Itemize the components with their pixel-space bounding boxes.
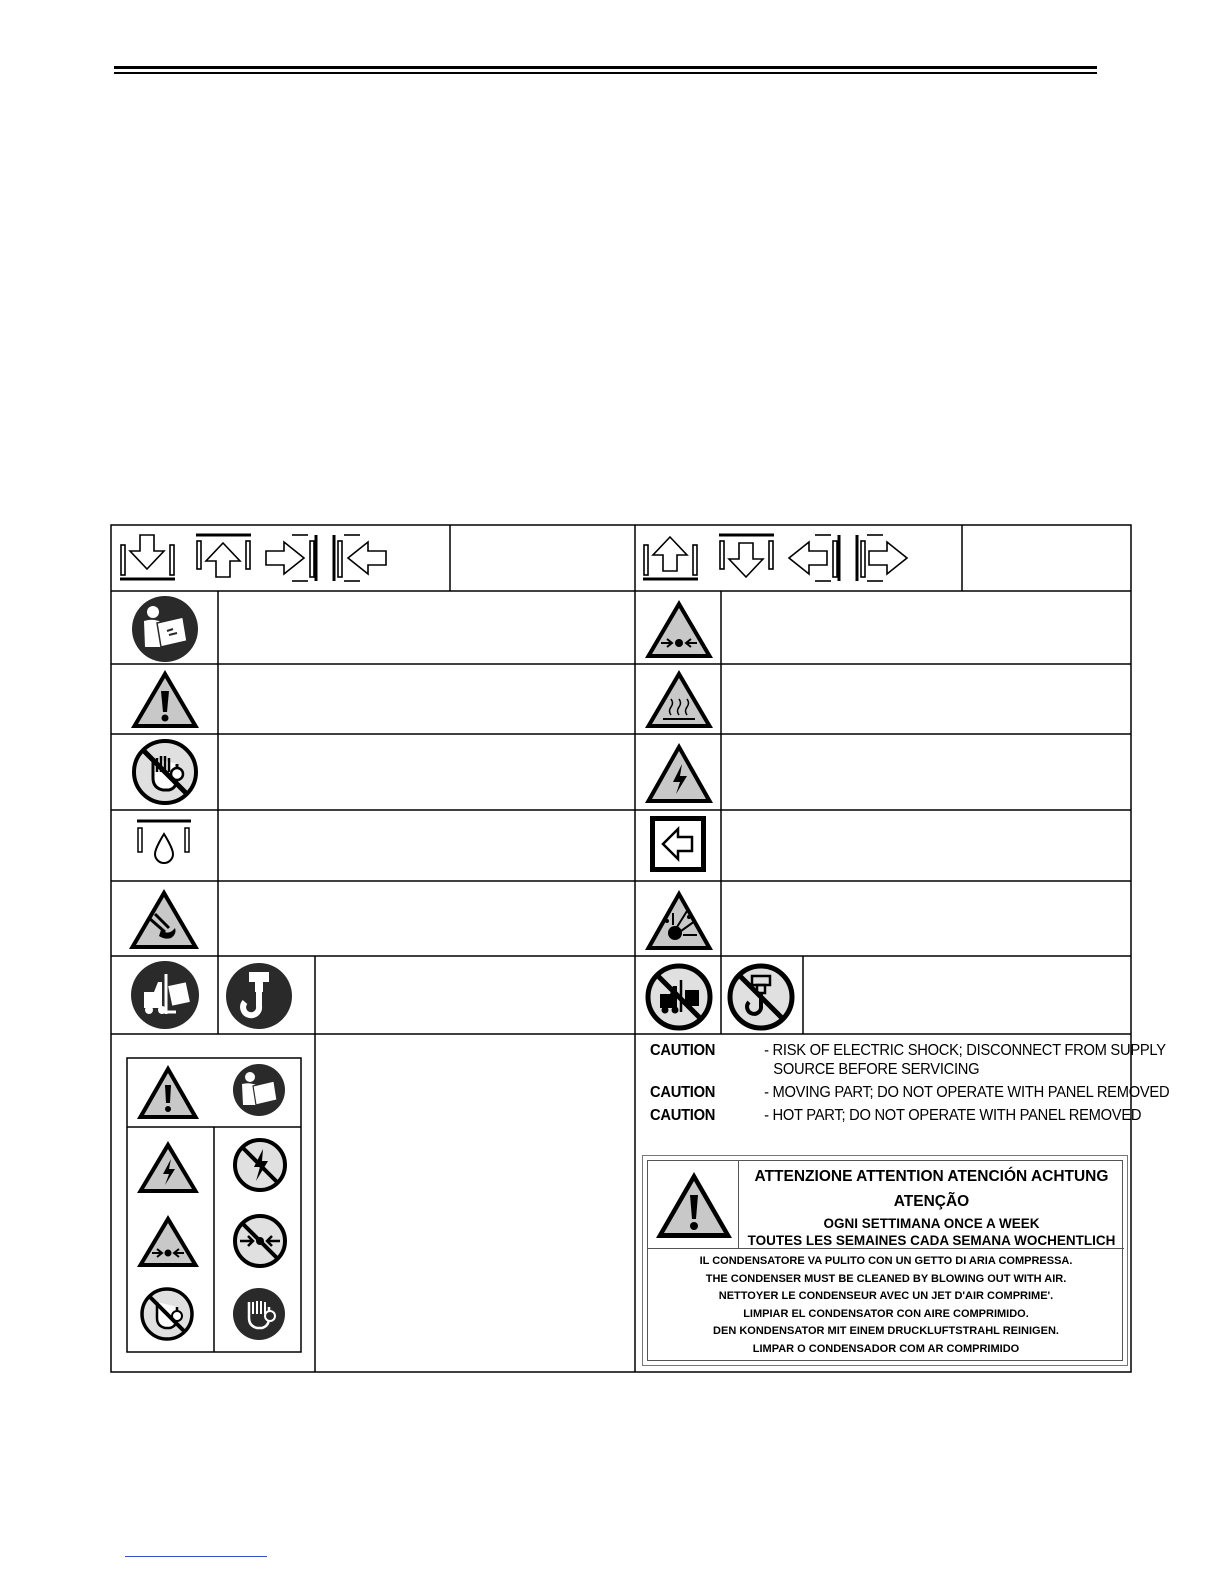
no-electric-icon (235, 1140, 285, 1190)
sign-header-line2: ATENÇÃO (893, 1193, 970, 1210)
read-manual-icon (233, 1064, 285, 1116)
maintenance-hand-icon (233, 1288, 285, 1340)
sign-header (739, 1161, 1124, 1249)
condenser-sign (642, 1155, 1128, 1366)
air-connection-icons (641, 531, 913, 585)
electric-shock-warning-icon (643, 740, 715, 806)
water-inlet-right-icon (266, 535, 316, 581)
water-connection-icons (118, 531, 390, 585)
sign-frequency-line1: OGNI SETTIMANA ONCE A WEEK (823, 1216, 1040, 1231)
air-inlet-left-icon (789, 535, 839, 581)
no-maintenance-hand-icon (142, 1289, 192, 1339)
caution-word: CAUTION (650, 1084, 716, 1101)
hot-surface-warning-icon (643, 667, 715, 731)
crane-hook-icon (225, 962, 293, 1030)
no-crane-hook-icon (726, 962, 796, 1032)
air-inlet-right-icon (857, 535, 907, 581)
air-inlet-up-icon (643, 537, 698, 579)
air-outlet-down-icon (719, 535, 774, 577)
caution-word: CAUTION (650, 1107, 716, 1124)
caution-text: - MOVING PART; DO NOT OPERATE WITH PANEL REMOVED (764, 1084, 1170, 1101)
sign-instructions (648, 1251, 1124, 1361)
read-manual-icon (131, 595, 199, 663)
condensate-drain-icon (135, 818, 195, 870)
forklift-lift-icon (130, 960, 200, 1030)
caution-word: CAUTION (650, 1042, 716, 1059)
no-maintenance-hand-icon (131, 738, 199, 806)
hand-injury-warning-icon (127, 886, 201, 952)
instruction-line-en: THE CONDENSER MUST BE CLEANED BY BLOWING OUT WITH AIR. (705, 1273, 1067, 1285)
no-forklift-icon (644, 962, 714, 1032)
condenser-sign-inner (647, 1160, 1123, 1361)
instruction-line-it: IL CONDENSATORE VA PULITO CON UN GETTO DI ARIA COMPRESSA. (699, 1255, 1073, 1267)
instruction-line-fr: NETTOYER LE CONDENSEUR AVEC UN JET D'AIR COMPRIME'. (718, 1290, 1054, 1302)
sign-warning-box (648, 1161, 739, 1249)
instruction-line-es: LIMPIAR EL CONDENSATOR CON AIRE COMPRIMIDO. (743, 1308, 1029, 1320)
inlet-arrow-box-icon (648, 814, 708, 874)
safety-label-sheet (126, 1057, 302, 1353)
caution-text: - RISK OF ELECTRIC SHOCK; DISCONNECT FROM SUPPLY (764, 1042, 1166, 1059)
pressure-warning-icon (643, 597, 715, 661)
footer-link-underline[interactable] (125, 1556, 267, 1557)
instruction-line-de: DEN KONDENSATOR MIT EINEM DRUCKLUFTSTRAHL REINIGEN. (713, 1325, 1059, 1337)
sign-frequency-line2: TOUTES LES SEMAINES CADA SEMANA WOCHENTLICH (747, 1233, 1116, 1248)
caution-text: - HOT PART; DO NOT OPERATE WITH PANEL REMOVED (764, 1107, 1142, 1124)
water-inlet-down-icon (120, 535, 175, 579)
general-warning-icon (129, 667, 201, 731)
no-pressure-icon (235, 1216, 285, 1266)
water-inlet-left-icon (334, 535, 386, 581)
water-outlet-up-icon (196, 535, 251, 577)
instruction-line-pt: LIMPAR O CONDENSADOR COM AR COMPRIMIDO (752, 1343, 1020, 1355)
caution-text-continued: SOURCE BEFORE SERVICING (773, 1061, 980, 1078)
sign-header-line1: ATTENZIONE ATTENTION ATENCIÓN ACHTUNG (754, 1168, 1109, 1185)
general-warning-icon (654, 1169, 734, 1241)
explosion-warning-icon (643, 887, 715, 953)
